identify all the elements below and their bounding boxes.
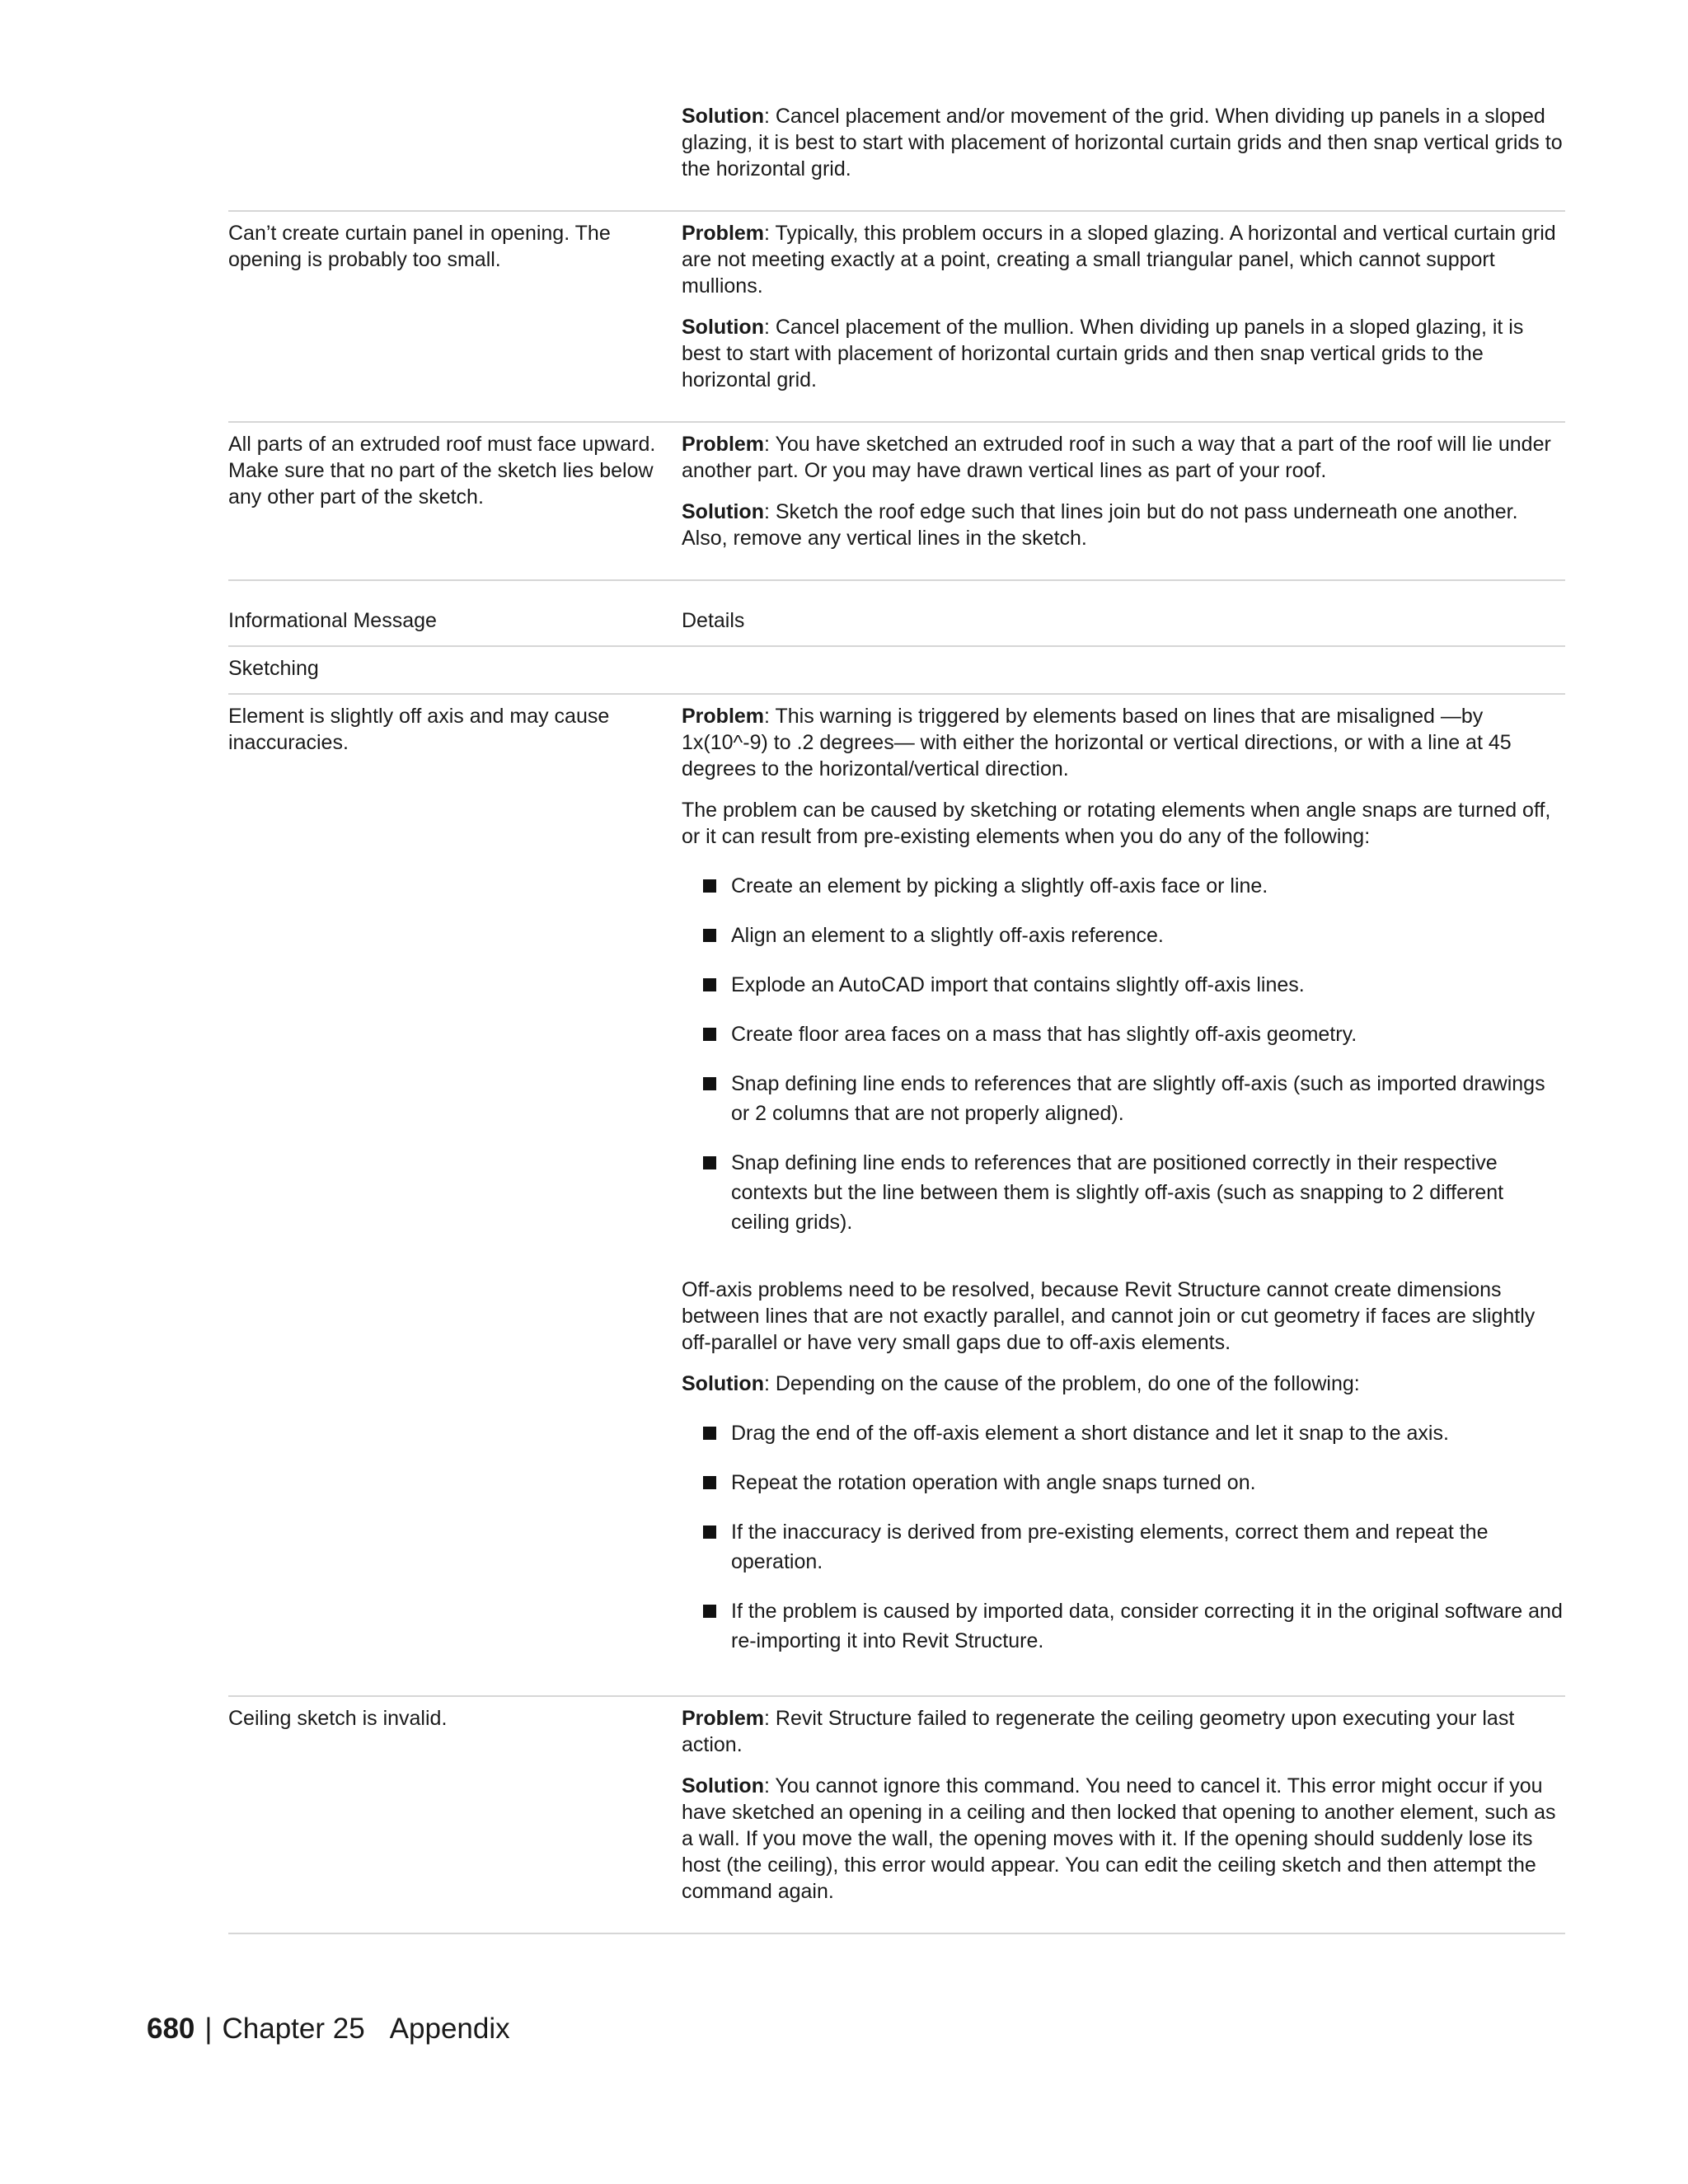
resolution-paragraph: Off-axis problems need to be resolved, because Revit Structure cannot create dimensions between lines that are not exactly parallel, and cannot join or cut geometry if faces are slightly off-parallel or have very small gaps due to off-axis elements. [682,1278,1536,1354]
chapter-section: Appendix [389,2013,510,2045]
list-item: Explode an AutoCAD import that contains slightly off-axis lines. [703,970,1565,1000]
bullet-square-icon [703,978,716,991]
solution-text: : Sketch the roof edge such that lines join but do not pass underneath one another. Also, remove any vertical lines in the sketch. [682,500,1518,550]
page-footer [147,2013,510,2046]
list-item: Create floor area faces on a mass that has slightly off-axis geometry. [703,1019,1565,1049]
details-cell [682,1705,1565,1905]
column-header-message: Informational Message [228,609,437,632]
bullet-square-icon [703,1156,716,1169]
page-number: 680 [147,2013,195,2045]
list-item: If the inaccuracy is derived from pre-existing elements, correct them and repeat the operation. [703,1517,1565,1577]
details-cell [682,703,1565,1667]
solution-list [682,1418,1565,1656]
message-cell: Element is slightly off axis and may cause inaccuracies. [228,705,610,754]
bullet-square-icon [703,1605,716,1618]
list-item: Align an element to a slightly off-axis reference. [703,921,1565,950]
list-item: Snap defining line ends to references that are slightly off-axis (such as imported drawings or 2 columns that are not properly aligned). [703,1069,1565,1128]
problem-text: : Revit Structure failed to regenerate the ceiling geometry upon executing your last action. [682,1707,1515,1756]
list-item: Snap defining line ends to references that are positioned correctly in their respective contexts but the line between them is slightly off-axis (such as snapping to 2 different ceiling grids). [703,1148,1565,1237]
bullet-square-icon [703,1028,716,1041]
problem-text: : Typically, this problem occurs in a sloped glazing. A horizontal and vertical curtain grid are not meeting exactly at a point, creating a small triangular panel, which cannot support mullions. [682,222,1556,298]
table-row [228,423,1565,581]
solution-text: : Cancel placement of the mullion. When dividing up panels in a sloped glazing, it is best to start with placement of horizontal curtain grids and then snap vertical grids to the horizontal grid. [682,316,1524,391]
cause-paragraph: The problem can be caused by sketching or rotating elements when angle snaps are turned off, or it can result from pre-existing elements when you do any of the following: [682,799,1551,848]
list-item: Drag the end of the off-axis element a short distance and let it snap to the axis. [703,1418,1565,1448]
problem-text: : You have sketched an extruded roof in such a way that a part of the roof will lie under another part. Or you may have drawn vertical lines as part of your roof. [682,433,1551,482]
solution-paragraph [682,1371,1565,1397]
table-row [228,1697,1565,1934]
details-cell [682,220,1565,393]
table-row [228,103,1565,212]
message-cell: All parts of an extruded roof must face upward. Make sure that no part of the sketch lies below any other part of the sketch. [228,433,656,509]
problem-paragraph [682,431,1565,484]
table-header-row [228,581,1565,647]
solution-text: : You cannot ignore this command. You need to cancel it. This error might occur if you have sketched an opening in a ceiling and then locked that opening to another element, such as a wall. If you move the wall, the opening moves with it. If the opening should suddenly lose its host (the ceiling), this error would appear. You can edit the ceiling sketch and then attempt the command again. [682,1774,1556,1903]
section-row [228,647,1565,695]
solution-paragraph [682,103,1565,182]
footer-separator: | [204,2013,213,2045]
cause-list [682,871,1565,1237]
problem-label: Problem [682,705,765,728]
problem-paragraph [682,1705,1565,1758]
list-item: If the problem is caused by imported data, consider correcting it in the original software and re-importing it into Revit Structure. [703,1596,1565,1656]
problem-label: Problem [682,222,765,245]
bullet-square-icon [703,1526,716,1539]
problem-paragraph [682,703,1565,782]
problem-label: Problem [682,433,765,456]
bullet-square-icon [703,879,716,893]
table-row [228,212,1565,423]
details-cell [682,431,1565,551]
list-item: Create an element by picking a slightly off-axis face or line. [703,871,1565,901]
column-header-details: Details [682,609,745,632]
solution-label: Solution [682,1372,764,1395]
bullet-square-icon [703,929,716,942]
solution-label: Solution [682,316,764,339]
problem-label: Problem [682,1707,765,1730]
details-cell [682,103,1565,182]
bullet-square-icon [703,1476,716,1489]
bullet-square-icon [703,1427,716,1440]
problem-paragraph [682,220,1565,299]
section-title: Sketching [228,657,319,680]
solution-label: Solution [682,105,764,128]
solution-paragraph [682,314,1565,393]
message-cell: Ceiling sketch is invalid. [228,1707,448,1730]
table-row [228,695,1565,1697]
solution-label: Solution [682,1774,764,1797]
problem-text: : This warning is triggered by elements based on lines that are misaligned —by 1x(10^-9) to .2 degrees— with either the horizontal or vertical directions, or with a line at 45 degrees to the horizontal/vertical direction. [682,705,1512,780]
solution-text: : Cancel placement and/or movement of the grid. When dividing up panels in a sloped glazing, it is best to start with placement of horizontal curtain grids and then snap vertical grids to the horizontal grid. [682,105,1563,180]
document-page [228,103,1565,1934]
list-item: Repeat the rotation operation with angle snaps turned on. [703,1468,1565,1497]
solution-paragraph [682,1773,1565,1905]
bullet-square-icon [703,1077,716,1090]
message-cell: Can’t create curtain panel in opening. The opening is probably too small. [228,222,611,271]
solution-paragraph [682,499,1565,551]
solution-text: : Depending on the cause of the problem, do one of the following: [763,1372,1360,1395]
chapter-label: Chapter 25 [222,2013,365,2045]
solution-label: Solution [682,500,764,523]
